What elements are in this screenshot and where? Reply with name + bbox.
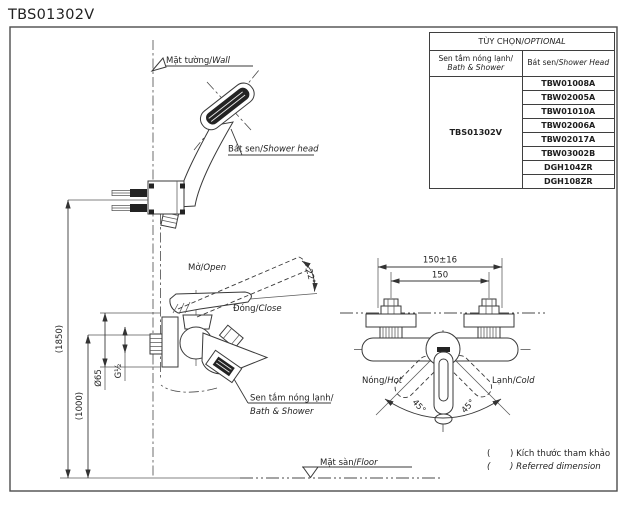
note-line-vi: ( ) Kích thước tham khảo (487, 449, 611, 459)
part-number-cell: TBW02005A (522, 91, 615, 105)
col-header-shower-head: Bát sen/Shower Head (522, 51, 615, 77)
part-number-cell: TBW01008A (522, 77, 615, 91)
side-dimensions (68, 200, 160, 478)
front-view (340, 255, 548, 432)
dim-45deg-left: 45° (409, 397, 428, 416)
reference-note (487, 448, 610, 473)
mounting-screw-bottom (112, 204, 147, 212)
dim-22deg: 22° (303, 267, 317, 286)
wall-datum-arrow (152, 58, 166, 71)
dim-45deg-right: 45° (459, 397, 478, 416)
dim-escutcheon: Ø65 (94, 369, 104, 387)
note-line-en: ( ) Referred dimension (487, 461, 601, 472)
handle-front (434, 352, 453, 414)
part-number-cell: TBW03002B (522, 147, 615, 161)
drawing-number: TBS01302V (8, 7, 95, 23)
part-number-cell: DGH104ZR (522, 161, 615, 175)
part-number-cell: TBW02006A (522, 119, 615, 133)
model-cell: TBS01302V (430, 77, 523, 189)
dim-150-tol: 150±16 (422, 255, 458, 266)
eccentric-connector-right (479, 299, 499, 314)
label-close: Đóng/Close (233, 304, 282, 314)
coupling-nut-right (478, 327, 500, 338)
label-hot: Nóng/Hot (362, 376, 403, 386)
escutcheon (162, 317, 178, 367)
label-bath-shower-vi: Sen tắm nóng lạnh/ (250, 393, 334, 404)
mounting-screw-top (112, 189, 147, 197)
part-number-cell: DGH108ZR (522, 175, 615, 189)
col-header-bath-shower: Sen tắm nóng lạnh/ Bath & Shower (430, 51, 523, 77)
wall-bracket (112, 181, 185, 215)
part-number-cell: TBW02017A (522, 133, 615, 147)
coupling-nut-left (380, 327, 402, 338)
dim-thread: G½ (114, 363, 124, 379)
label-cold: Lạnh/Cold (492, 376, 535, 386)
label-bath-shower-en: Bath & Shower (250, 407, 314, 417)
label-floor: Mặt sàn/Floor (320, 458, 378, 468)
label-wall: Mặt tường/Wall (166, 56, 231, 66)
dim-1850: (1850) (55, 324, 65, 354)
floor-datum-symbol (303, 467, 318, 478)
label-open: Mở/Open (188, 263, 227, 273)
flange-left (366, 314, 416, 327)
flange-right (464, 314, 514, 327)
part-number-cell: TBW01010A (522, 105, 615, 119)
faucet-side (150, 257, 317, 383)
optional-parts-table (429, 32, 615, 189)
dim-150: 150 (431, 270, 449, 281)
table-title: TÙY CHỌN/OPTIONAL (430, 33, 615, 51)
wall-nipple (150, 334, 162, 354)
dim-1000: (1000) (75, 391, 85, 421)
label-shower-head: Bát sen/Shower head (228, 144, 319, 155)
eccentric-connector-left (381, 299, 401, 314)
